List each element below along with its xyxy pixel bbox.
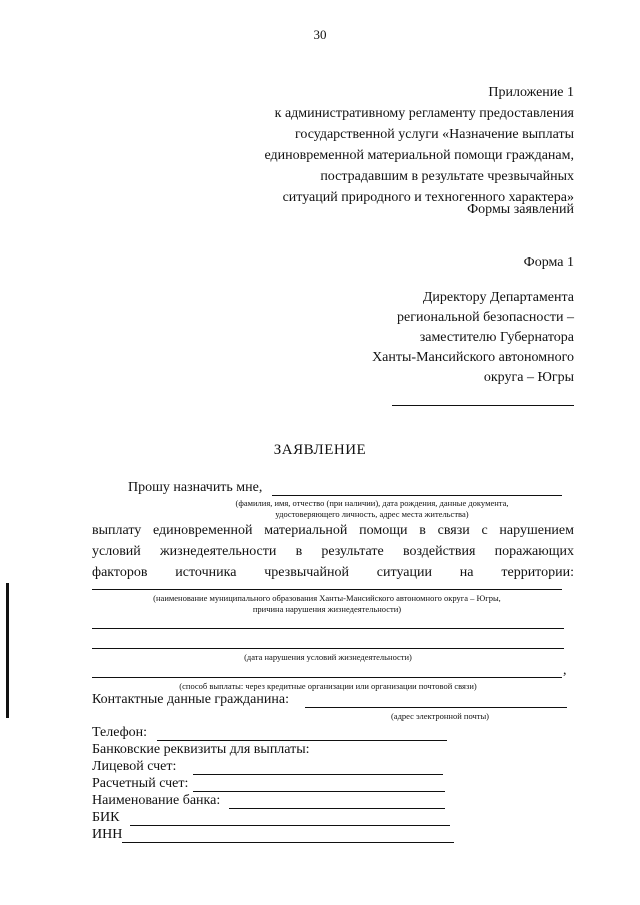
addressee-line: региональной безопасности – <box>397 310 574 325</box>
violation-date-field[interactable] <box>92 648 564 649</box>
settlement-account-field[interactable] <box>193 791 445 792</box>
appendix-line: ситуаций природного и техногенного характера» <box>282 190 574 205</box>
email-field[interactable] <box>305 707 567 708</box>
bank-details-label: Банковские реквизиты для выплаты: <box>92 742 310 757</box>
payment-method-field[interactable] <box>92 677 562 678</box>
applicant-data-caption: удостоверяющего личность, адрес места жительства) <box>275 509 469 519</box>
bank-name-field[interactable] <box>229 808 445 809</box>
email-caption: (адрес электронной почты) <box>390 711 490 721</box>
personal-account-label: Лицевой счет: <box>92 759 177 774</box>
bik-label: БИК <box>92 810 120 825</box>
territory-caption: (наименование муниципального образования Ханты-Мансийского автономного округа – Югры, <box>153 593 501 603</box>
scan-margin-mark <box>6 583 9 718</box>
territory-field[interactable] <box>92 589 562 590</box>
addressee-line: Ханты-Мансийского автономного <box>372 350 574 365</box>
appendix-line: к административному регламенту предоставления <box>274 106 574 121</box>
contacts-label: Контактные данные гражданина: <box>92 692 289 707</box>
sender-signature-line[interactable] <box>392 405 574 406</box>
addressee-line: Директору Департамента <box>422 290 574 305</box>
appendix-line: единовременной материальной помощи гражданам, <box>264 148 574 163</box>
inn-label: ИНН <box>92 827 123 842</box>
page-number: 30 <box>313 27 327 42</box>
body-line: условий жизнедеятельности в результате воздействия поражающих <box>92 544 574 559</box>
form-number: Форма 1 <box>523 255 574 270</box>
payment-method-comma: , <box>563 663 567 678</box>
territory-caption: причина нарушения жизнедеятельности) <box>252 604 402 614</box>
violation-date-caption: (дата нарушения условий жизнедеятельности) <box>244 652 412 662</box>
addressee-block <box>274 288 574 388</box>
phone-label: Телефон: <box>92 725 148 740</box>
addressee-line: округа – Югры <box>483 370 574 385</box>
appendix-line: пострадавшим в результате чрезвычайных <box>320 169 574 184</box>
request-label: Прошу назначить мне, <box>128 480 263 495</box>
bank-name-label: Наименование банка: <box>92 793 221 808</box>
payment-method-caption: (способ выплаты: через кредитные организации или организации почтовой связи) <box>179 681 477 691</box>
body-line: выплату единовременной материальной помощи в связи с нарушением <box>92 523 574 538</box>
appendix-header <box>154 82 574 208</box>
inn-field[interactable] <box>122 842 454 843</box>
territory-field-extra[interactable] <box>92 628 564 629</box>
document-heading: ЗАЯВЛЕНИЕ <box>273 442 367 458</box>
appendix-line: государственной услуги «Назначение выплаты <box>294 127 574 142</box>
request-body <box>92 520 574 583</box>
bik-field[interactable] <box>130 825 450 826</box>
addressee-line: заместителю Губернатора <box>419 330 574 345</box>
settlement-account-label: Расчетный счет: <box>92 776 189 791</box>
forms-title: Формы заявлений <box>467 202 574 217</box>
appendix-line: Приложение 1 <box>488 85 574 100</box>
applicant-data-field[interactable] <box>272 495 562 496</box>
phone-field[interactable] <box>157 740 447 741</box>
personal-account-field[interactable] <box>193 774 443 775</box>
body-line: факторов источника чрезвычайной ситуации на территории: <box>92 565 574 580</box>
applicant-data-caption: (фамилия, имя, отчество (при наличии), дата рождения, данные документа, <box>235 498 509 508</box>
